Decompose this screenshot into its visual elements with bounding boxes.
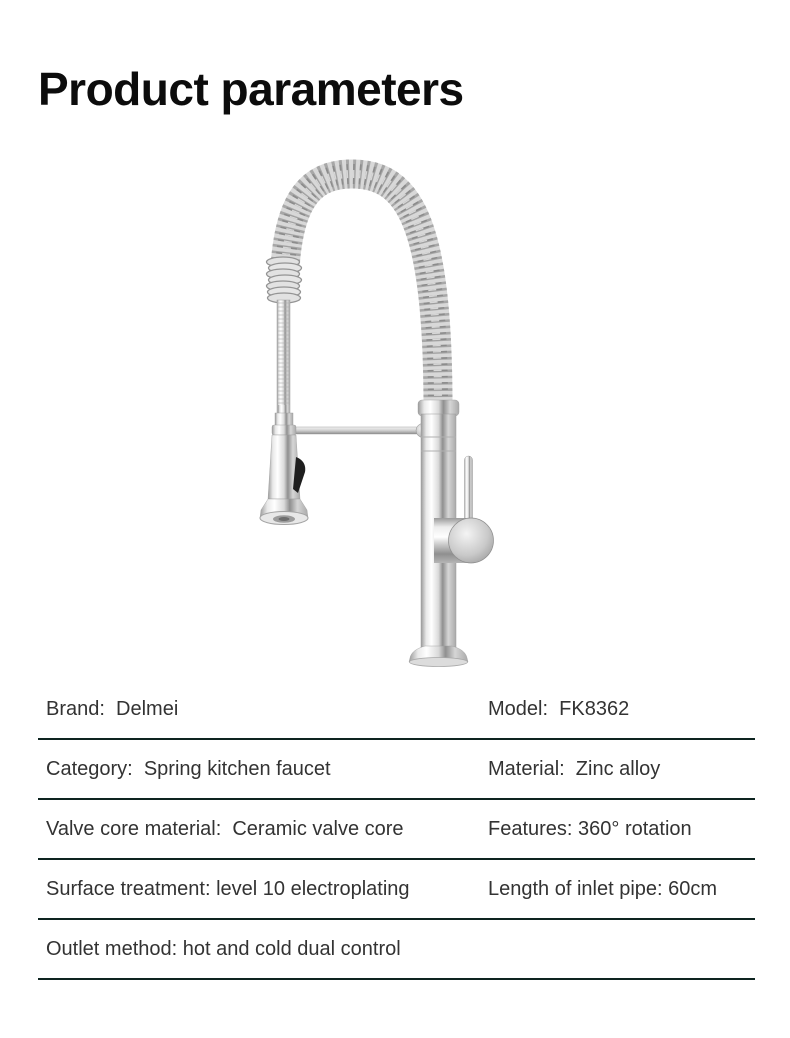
page-title: Product parameters [38,63,464,115]
parameters-table [38,680,755,980]
param-model: Model: FK8362 [488,698,630,720]
param-surface-treatment: Surface treatment: level 10 electroplating [46,878,410,900]
coil-bunch [267,257,302,303]
handle-knob [449,518,494,563]
param-category: Category: Spring kitchen faucet [46,758,331,780]
faucet-illustration [228,158,568,678]
table-row [38,680,755,740]
param-features: Features: 360° rotation [488,818,692,840]
sprayer-head [260,405,308,525]
spring-coil-hose [267,174,439,414]
param-brand: Brand: Delmei [46,698,179,720]
handle-lever-rod [465,456,473,526]
param-outlet-method: Outlet method: hot and cold dual control [46,938,401,960]
table-row [38,740,755,800]
table-row [38,860,755,920]
product-image [228,158,568,678]
table-row [38,920,755,980]
param-valve-core: Valve core material: Ceramic valve core [46,818,404,840]
param-inlet-pipe-length: Length of inlet pipe: 60cm [488,878,718,900]
support-bar [292,424,430,438]
table-row [38,800,755,860]
param-material: Material: Zinc alloy [488,758,661,780]
